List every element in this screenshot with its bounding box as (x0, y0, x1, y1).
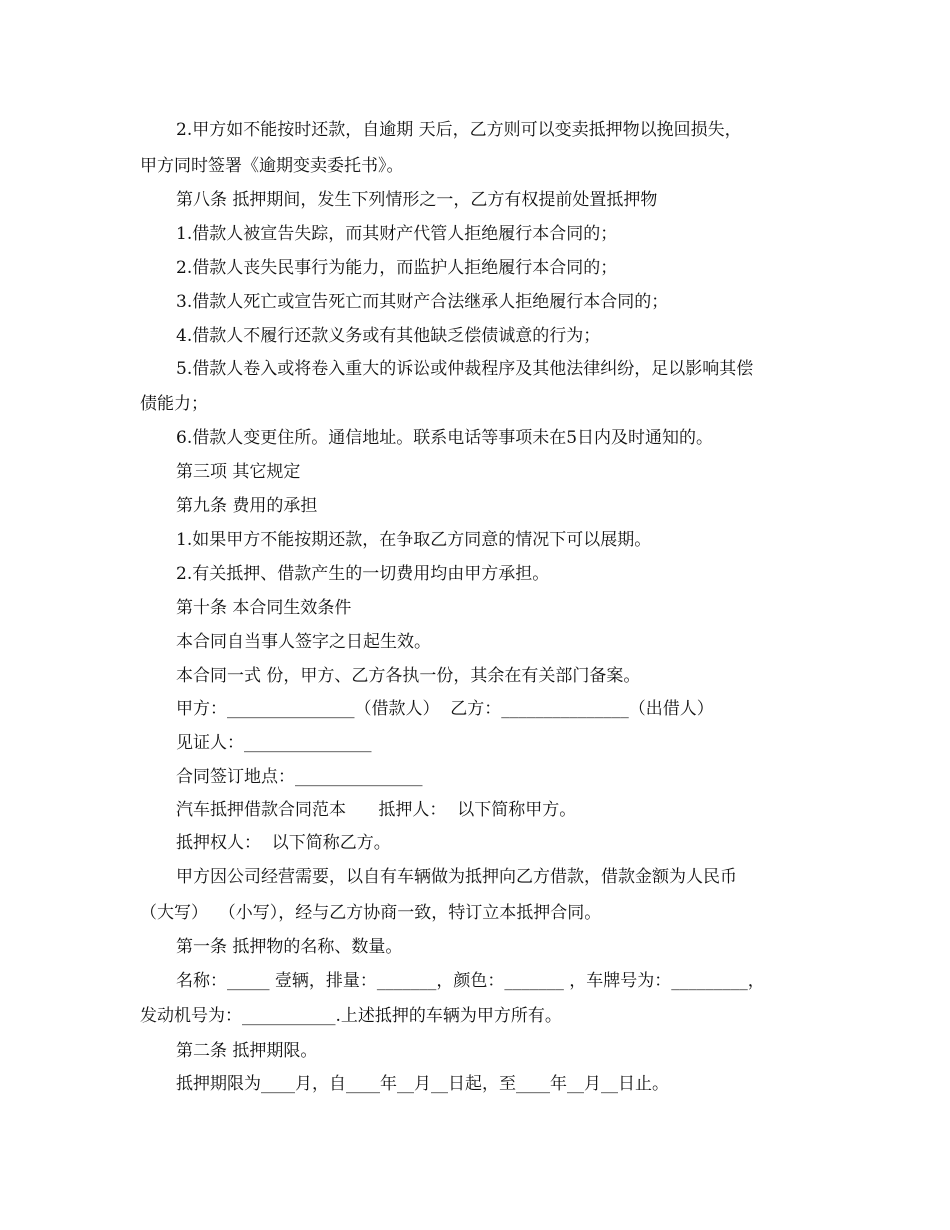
text-line: 6.借款人变更住所。通信地址。联系电话等事项未在5日内及时通知的。 (176, 428, 714, 448)
signature-line-parties: 甲方：_______________（借款人） 乙方：_______________（出借人） (176, 699, 714, 719)
signature-line-place: 合同签订地点：_______________ (176, 767, 423, 787)
text-line: 2.甲方如不能按时还款，自逾期 天后，乙方则可以变卖抵押物以挽回损失， (176, 120, 742, 140)
section-heading: 第三项 其它规定 (176, 462, 301, 482)
contract-title-line: 汽车抵押借款合同范本 抵押人： 以下简称甲方。 (176, 800, 577, 820)
text-line: 5.借款人卷入或将卷入重大的诉讼或仲裁程序及其他法律纠纷，足以影响其偿 (176, 359, 754, 379)
text-line: 甲方同时签署《逾期变卖委托书》。 (140, 156, 404, 176)
text-line: 名称：_____ 壹辆，排量：_______，颜色：_______ ，车牌号为：_________， (176, 971, 765, 991)
text-line: 本合同一式 份，甲方、乙方各执一份，其余在有关部门备案。 (176, 666, 641, 686)
text-line: 1.借款人被宣告失踪，而其财产代管人拒绝履行本合同的； (176, 224, 618, 244)
text-line: 2.有关抵押、借款产生的一切费用均由甲方承担。 (176, 564, 550, 584)
text-line: 抵押权人： 以下简称乙方。 (176, 833, 391, 853)
text-line: 4.借款人不履行还款义务或有其他缺乏偿债诚意的行为； (176, 326, 601, 346)
text-line: 发动机号为：___________.上述抵押的车辆为甲方所有。 (140, 1006, 562, 1026)
text-line: 本合同自当事人签字之日起生效。 (176, 632, 431, 652)
text-line: 第八条 抵押期间，发生下列情形之一，乙方有权提前处置抵押物 (176, 190, 658, 210)
signature-line-witness: 见证人：_______________ (176, 733, 372, 753)
text-line: 1.如果甲方不能按期还款，在争取乙方同意的情况下可以展期。 (176, 530, 652, 550)
text-line: 抵押期限为____月，自____年__月__日起，至____年__月__日止。 (176, 1074, 669, 1094)
article-heading: 第十条 本合同生效条件 (176, 598, 352, 618)
text-line: 债能力； (140, 394, 208, 414)
article-heading: 第二条 抵押期限。 (176, 1041, 318, 1061)
text-line: （大写） （小写），经与乙方协商一致，特订立本抵押合同。 (140, 903, 602, 923)
article-heading: 第九条 费用的承担 (176, 496, 318, 516)
article-heading: 第一条 抵押物的名称、数量。 (176, 937, 403, 957)
text-line: 2.借款人丧失民事行为能力，而监护人拒绝履行本合同的； (176, 258, 618, 278)
text-line: 3.借款人死亡或宣告死亡而其财产合法继承人拒绝履行本合同的； (176, 292, 669, 312)
text-line: 甲方因公司经营需要，以自有车辆做为抵押向乙方借款，借款金额为人民币 (176, 867, 737, 887)
